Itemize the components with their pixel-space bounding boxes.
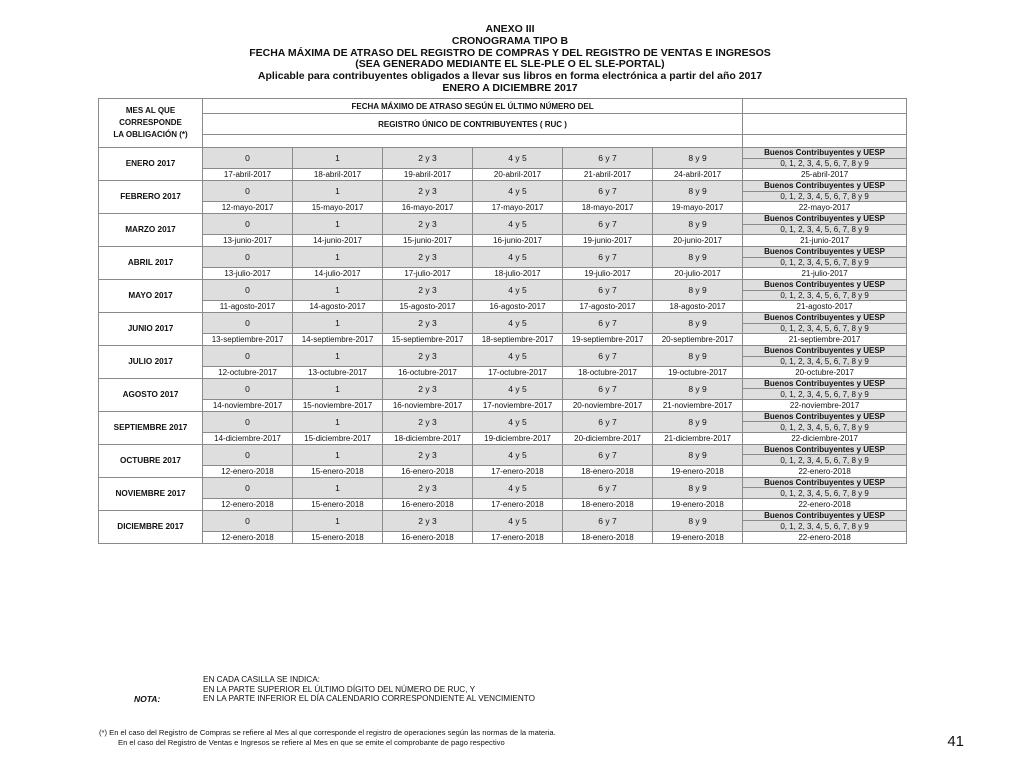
note-text xyxy=(203,675,535,704)
due-date-cell: 13-junio-2017 xyxy=(203,235,293,247)
due-date-cell: 15-mayo-2017 xyxy=(293,202,383,214)
ruc-digit-cell: 8 y 9 xyxy=(653,510,743,531)
due-date-cell: 18-octubre-2017 xyxy=(563,367,653,379)
uesp-digits-cell: 0, 1, 2, 3, 4, 5, 6, 7, 8 y 9 xyxy=(743,389,907,400)
note-label: NOTA: xyxy=(134,694,161,704)
month-label: FEBRERO 2017 xyxy=(99,180,203,213)
uesp-digits-cell: 0, 1, 2, 3, 4, 5, 6, 7, 8 y 9 xyxy=(743,323,907,334)
ruc-digit-cell: 1 xyxy=(293,213,383,234)
uesp-title-cell: Buenos Contribuyentes y UESP xyxy=(743,279,907,290)
ruc-title-line-1: FECHA MÁXIMO DE ATRASO SEGÚN EL ÚLTIMO NÚMERO DEL xyxy=(203,99,743,114)
due-date-cell: 12-enero-2018 xyxy=(203,532,293,544)
ruc-digit-cell: 0 xyxy=(203,246,293,267)
ruc-digit-cell: 1 xyxy=(293,378,383,399)
month-label: AGOSTO 2017 xyxy=(99,378,203,411)
ruc-digit-cell: 6 y 7 xyxy=(563,411,653,432)
ruc-digit-cell: 1 xyxy=(293,345,383,366)
ruc-digit-cell: 2 y 3 xyxy=(383,312,473,333)
ruc-digit-cell: 1 xyxy=(293,411,383,432)
ruc-digit-cell: 4 y 5 xyxy=(473,180,563,201)
uesp-due-date-cell: 21-julio-2017 xyxy=(743,268,907,280)
uesp-due-date-cell: 25-abril-2017 xyxy=(743,169,907,181)
schedule-type: CRONOGRAMA TIPO B xyxy=(451,34,569,47)
ruc-digit-cell: 2 y 3 xyxy=(383,444,473,465)
ruc-digit-cell: 8 y 9 xyxy=(653,378,743,399)
uesp-title-cell: Buenos Contribuyentes y UESP xyxy=(743,213,907,224)
applicability-note: Aplicable para contribuyentes obligados a llevar sus libros en forma electrónica a partir del año 2017 xyxy=(257,70,763,83)
ruc-digit-cell: 2 y 3 xyxy=(383,213,473,234)
due-date-cell: 19-mayo-2017 xyxy=(653,202,743,214)
ruc-digit-cell: 8 y 9 xyxy=(653,444,743,465)
footnote xyxy=(99,728,556,748)
uesp-digits-cell: 0, 1, 2, 3, 4, 5, 6, 7, 8 y 9 xyxy=(743,422,907,433)
due-date-cell: 17-mayo-2017 xyxy=(473,202,563,214)
ruc-digit-cell: 0 xyxy=(203,345,293,366)
ruc-digit-cell: 8 y 9 xyxy=(653,411,743,432)
ruc-digit-cell: 6 y 7 xyxy=(563,477,653,498)
due-date-cell: 13-septiembre-2017 xyxy=(203,334,293,346)
due-date-cell: 14-agosto-2017 xyxy=(293,301,383,313)
uesp-due-date-cell: 21-junio-2017 xyxy=(743,235,907,247)
ruc-digit-cell: 6 y 7 xyxy=(563,180,653,201)
due-date-cell: 17-enero-2018 xyxy=(473,499,563,511)
footnote-line-2: En el caso del Registro de Ventas e Ingresos se refiere al Mes en que se emite el comprobante de pago respectivo xyxy=(118,738,505,747)
ruc-digit-cell: 0 xyxy=(203,411,293,432)
due-date-cell: 16-mayo-2017 xyxy=(383,202,473,214)
due-date-cell: 11-agosto-2017 xyxy=(203,301,293,313)
ruc-digit-cell: 2 y 3 xyxy=(383,148,473,169)
due-date-cell: 18-mayo-2017 xyxy=(563,202,653,214)
due-date-cell: 19-diciembre-2017 xyxy=(473,433,563,445)
due-date-cell: 18-abril-2017 xyxy=(293,169,383,181)
uesp-due-date-cell: 22-mayo-2017 xyxy=(743,202,907,214)
due-date-cell: 19-enero-2018 xyxy=(653,499,743,511)
footnote-line-1: (*) En el caso del Registro de Compras se refiere al Mes al que corresponde el registro de operaciones según las normas de la materia. xyxy=(99,728,556,737)
uesp-digits-cell: 0, 1, 2, 3, 4, 5, 6, 7, 8 y 9 xyxy=(743,224,907,235)
due-date-cell: 20-noviembre-2017 xyxy=(563,400,653,412)
due-date-cell: 15-enero-2018 xyxy=(293,466,383,478)
ruc-digit-cell: 4 y 5 xyxy=(473,312,563,333)
ruc-digit-cell: 2 y 3 xyxy=(383,279,473,300)
due-date-cell: 21-diciembre-2017 xyxy=(653,433,743,445)
ruc-digit-cell: 0 xyxy=(203,312,293,333)
due-date-cell: 21-abril-2017 xyxy=(563,169,653,181)
ruc-digit-cell: 8 y 9 xyxy=(653,279,743,300)
note-line-2: EN LA PARTE SUPERIOR EL ÚLTIMO DÍGITO DEL NÚMERO DE RUC, Y xyxy=(203,684,476,694)
page-number: 41 xyxy=(947,733,964,750)
note-line-3: EN LA PARTE INFERIOR EL DÍA CALENDARIO CORRESPONDIENTE AL VENCIMIENTO xyxy=(203,694,535,704)
uesp-digits-cell: 0, 1, 2, 3, 4, 5, 6, 7, 8 y 9 xyxy=(743,521,907,532)
due-date-cell: 16-agosto-2017 xyxy=(473,301,563,313)
due-date-cell: 20-julio-2017 xyxy=(653,268,743,280)
ruc-digit-cell: 8 y 9 xyxy=(653,180,743,201)
due-date-cell: 13-julio-2017 xyxy=(203,268,293,280)
due-date-cell: 12-enero-2018 xyxy=(203,466,293,478)
due-date-cell: 20-abril-2017 xyxy=(473,169,563,181)
due-date-cell: 18-agosto-2017 xyxy=(653,301,743,313)
ruc-digit-cell: 2 y 3 xyxy=(383,510,473,531)
ruc-digit-cell: 0 xyxy=(203,444,293,465)
month-label: ENERO 2017 xyxy=(99,148,203,181)
due-date-cell: 21-noviembre-2017 xyxy=(653,400,743,412)
ruc-digit-cell: 1 xyxy=(293,279,383,300)
uesp-title-cell: Buenos Contribuyentes y UESP xyxy=(743,378,907,389)
ruc-digit-cell: 2 y 3 xyxy=(383,477,473,498)
due-date-cell: 17-octubre-2017 xyxy=(473,367,563,379)
due-date-cell: 19-octubre-2017 xyxy=(653,367,743,379)
uesp-due-date-cell: 21-septiembre-2017 xyxy=(743,334,907,346)
due-date-cell: 12-enero-2018 xyxy=(203,499,293,511)
ruc-digit-cell: 1 xyxy=(293,444,383,465)
ruc-digit-cell: 1 xyxy=(293,180,383,201)
period-label: ENERO A DICIEMBRE 2017 xyxy=(442,81,578,94)
ruc-digit-cell: 6 y 7 xyxy=(563,213,653,234)
ruc-digit-cell: 8 y 9 xyxy=(653,148,743,169)
ruc-digit-cell: 6 y 7 xyxy=(563,378,653,399)
due-date-cell: 14-junio-2017 xyxy=(293,235,383,247)
uesp-title-cell: Buenos Contribuyentes y UESP xyxy=(743,345,907,356)
due-date-cell: 16-junio-2017 xyxy=(473,235,563,247)
due-date-cell: 17-abril-2017 xyxy=(203,169,293,181)
due-date-cell: 15-noviembre-2017 xyxy=(293,400,383,412)
ruc-digit-cell: 0 xyxy=(203,180,293,201)
ruc-digit-cell: 4 y 5 xyxy=(473,246,563,267)
month-label: ABRIL 2017 xyxy=(99,246,203,279)
ruc-digit-cell: 0 xyxy=(203,378,293,399)
uesp-digits-cell: 0, 1, 2, 3, 4, 5, 6, 7, 8 y 9 xyxy=(743,158,907,169)
ruc-digit-cell: 8 y 9 xyxy=(653,246,743,267)
uesp-due-date-cell: 22-enero-2018 xyxy=(743,532,907,544)
uesp-digits-cell: 0, 1, 2, 3, 4, 5, 6, 7, 8 y 9 xyxy=(743,488,907,499)
ruc-digit-cell: 8 y 9 xyxy=(653,477,743,498)
ruc-digit-cell: 8 y 9 xyxy=(653,312,743,333)
due-date-cell: 14-julio-2017 xyxy=(293,268,383,280)
due-date-cell: 14-noviembre-2017 xyxy=(203,400,293,412)
due-date-cell: 16-enero-2018 xyxy=(383,466,473,478)
ruc-digit-cell: 4 y 5 xyxy=(473,510,563,531)
ruc-digit-cell: 8 y 9 xyxy=(653,213,743,234)
due-date-cell: 19-septiembre-2017 xyxy=(563,334,653,346)
month-label: OCTUBRE 2017 xyxy=(99,444,203,477)
due-date-cell: 20-diciembre-2017 xyxy=(563,433,653,445)
due-date-cell: 15-enero-2018 xyxy=(293,532,383,544)
due-date-cell: 17-julio-2017 xyxy=(383,268,473,280)
due-date-cell: 20-septiembre-2017 xyxy=(653,334,743,346)
uesp-due-date-cell: 22-enero-2018 xyxy=(743,499,907,511)
uesp-due-date-cell: 22-enero-2018 xyxy=(743,466,907,478)
ruc-digit-cell: 0 xyxy=(203,477,293,498)
uesp-title-cell: Buenos Contribuyentes y UESP xyxy=(743,411,907,422)
ruc-digit-cell: 0 xyxy=(203,510,293,531)
ruc-digit-cell: 4 y 5 xyxy=(473,378,563,399)
uesp-due-date-cell: 22-diciembre-2017 xyxy=(743,433,907,445)
uesp-digits-cell: 0, 1, 2, 3, 4, 5, 6, 7, 8 y 9 xyxy=(743,257,907,268)
ruc-digit-cell: 6 y 7 xyxy=(563,246,653,267)
uesp-digits-cell: 0, 1, 2, 3, 4, 5, 6, 7, 8 y 9 xyxy=(743,290,907,301)
uesp-header-blank xyxy=(743,99,907,114)
due-date-cell: 17-noviembre-2017 xyxy=(473,400,563,412)
due-date-cell: 16-noviembre-2017 xyxy=(383,400,473,412)
due-date-cell: 16-octubre-2017 xyxy=(383,367,473,379)
ruc-title-line-2: REGISTRO ÚNICO DE CONTRIBUYENTES ( RUC ) xyxy=(203,114,743,135)
ruc-digit-cell: 6 y 7 xyxy=(563,279,653,300)
due-date-cell: 18-enero-2018 xyxy=(563,532,653,544)
ruc-digit-cell: 6 y 7 xyxy=(563,444,653,465)
due-date-cell: 17-enero-2018 xyxy=(473,532,563,544)
ruc-digit-cell: 4 y 5 xyxy=(473,345,563,366)
document-title: FECHA MÁXIMA DE ATRASO DEL REGISTRO DE COMPRAS Y DEL REGISTRO DE VENTAS E INGRESOS xyxy=(249,46,771,59)
ruc-digit-cell: 1 xyxy=(293,148,383,169)
due-date-cell: 18-julio-2017 xyxy=(473,268,563,280)
ruc-digit-cell: 4 y 5 xyxy=(473,148,563,169)
ruc-digit-cell: 6 y 7 xyxy=(563,510,653,531)
due-date-cell: 19-abril-2017 xyxy=(383,169,473,181)
ruc-digit-cell: 0 xyxy=(203,148,293,169)
uesp-due-date-cell: 21-agosto-2017 xyxy=(743,301,907,313)
due-date-cell: 15-junio-2017 xyxy=(383,235,473,247)
ruc-digit-cell: 4 y 5 xyxy=(473,477,563,498)
month-label: SEPTIEMBRE 2017 xyxy=(99,411,203,444)
due-date-cell: 20-junio-2017 xyxy=(653,235,743,247)
ruc-digit-cell: 0 xyxy=(203,279,293,300)
uesp-due-date-cell: 22-noviembre-2017 xyxy=(743,400,907,412)
note-line-1: EN CADA CASILLA SE INDICA: xyxy=(203,675,320,684)
ruc-digit-cell: 8 y 9 xyxy=(653,345,743,366)
due-date-cell: 24-abril-2017 xyxy=(653,169,743,181)
due-date-cell: 19-enero-2018 xyxy=(653,466,743,478)
month-label: MAYO 2017 xyxy=(99,279,203,312)
ruc-digit-cell: 4 y 5 xyxy=(473,213,563,234)
due-date-cell: 16-enero-2018 xyxy=(383,499,473,511)
document-header xyxy=(160,24,860,95)
ruc-digit-cell: 2 y 3 xyxy=(383,180,473,201)
ruc-digit-cell: 1 xyxy=(293,477,383,498)
ruc-digit-cell: 1 xyxy=(293,510,383,531)
month-label: DICIEMBRE 2017 xyxy=(99,510,203,543)
due-date-cell: 19-julio-2017 xyxy=(563,268,653,280)
uesp-title-cell: Buenos Contribuyentes y UESP xyxy=(743,477,907,488)
ruc-digit-cell: 6 y 7 xyxy=(563,148,653,169)
month-label: JULIO 2017 xyxy=(99,345,203,378)
uesp-digits-cell: 0, 1, 2, 3, 4, 5, 6, 7, 8 y 9 xyxy=(743,455,907,466)
ruc-digit-cell: 4 y 5 xyxy=(473,444,563,465)
ruc-digit-cell: 1 xyxy=(293,246,383,267)
month-column-header: MES AL QUE CORRESPONDE LA OBLIGACIÓN (*) xyxy=(99,99,203,148)
due-date-cell: 15-diciembre-2017 xyxy=(293,433,383,445)
due-date-cell: 12-mayo-2017 xyxy=(203,202,293,214)
due-date-cell: 18-enero-2018 xyxy=(563,466,653,478)
ruc-digit-cell: 6 y 7 xyxy=(563,312,653,333)
due-date-cell: 12-octubre-2017 xyxy=(203,367,293,379)
uesp-title-cell: Buenos Contribuyentes y UESP xyxy=(743,246,907,257)
ruc-digit-cell: 2 y 3 xyxy=(383,411,473,432)
uesp-title-cell: Buenos Contribuyentes y UESP xyxy=(743,148,907,159)
ruc-digit-cell: 2 y 3 xyxy=(383,345,473,366)
uesp-title-cell: Buenos Contribuyentes y UESP xyxy=(743,312,907,323)
due-date-cell: 19-enero-2018 xyxy=(653,532,743,544)
month-label: JUNIO 2017 xyxy=(99,312,203,345)
due-date-cell: 18-septiembre-2017 xyxy=(473,334,563,346)
due-date-cell: 17-enero-2018 xyxy=(473,466,563,478)
uesp-title-cell: Buenos Contribuyentes y UESP xyxy=(743,510,907,521)
due-date-cell: 15-agosto-2017 xyxy=(383,301,473,313)
ruc-digit-cell: 1 xyxy=(293,312,383,333)
ruc-digit-cell: 6 y 7 xyxy=(563,345,653,366)
ruc-digit-cell: 0 xyxy=(203,213,293,234)
month-label: NOVIEMBRE 2017 xyxy=(99,477,203,510)
uesp-title-cell: Buenos Contribuyentes y UESP xyxy=(743,444,907,455)
uesp-title-cell: Buenos Contribuyentes y UESP xyxy=(743,180,907,191)
month-label: MARZO 2017 xyxy=(99,213,203,246)
ruc-digit-cell: 2 y 3 xyxy=(383,378,473,399)
document-subtitle: (SEA GENERADO MEDIANTE EL SLE-PLE O EL SLE-PORTAL) xyxy=(355,58,665,71)
uesp-digits-cell: 0, 1, 2, 3, 4, 5, 6, 7, 8 y 9 xyxy=(743,191,907,202)
due-date-cell: 19-junio-2017 xyxy=(563,235,653,247)
due-date-cell: 14-diciembre-2017 xyxy=(203,433,293,445)
schedule-table xyxy=(98,98,907,544)
uesp-digits-cell: 0, 1, 2, 3, 4, 5, 6, 7, 8 y 9 xyxy=(743,356,907,367)
ruc-digit-cell: 4 y 5 xyxy=(473,279,563,300)
due-date-cell: 15-septiembre-2017 xyxy=(383,334,473,346)
annex-title: ANEXO III xyxy=(485,23,535,35)
due-date-cell: 17-agosto-2017 xyxy=(563,301,653,313)
due-date-cell: 15-enero-2018 xyxy=(293,499,383,511)
ruc-digit-cell: 2 y 3 xyxy=(383,246,473,267)
due-date-cell: 18-diciembre-2017 xyxy=(383,433,473,445)
due-date-cell: 14-septiembre-2017 xyxy=(293,334,383,346)
ruc-digit-cell: 4 y 5 xyxy=(473,411,563,432)
due-date-cell: 13-octubre-2017 xyxy=(293,367,383,379)
due-date-cell: 16-enero-2018 xyxy=(383,532,473,544)
uesp-due-date-cell: 20-octubre-2017 xyxy=(743,367,907,379)
due-date-cell: 18-enero-2018 xyxy=(563,499,653,511)
